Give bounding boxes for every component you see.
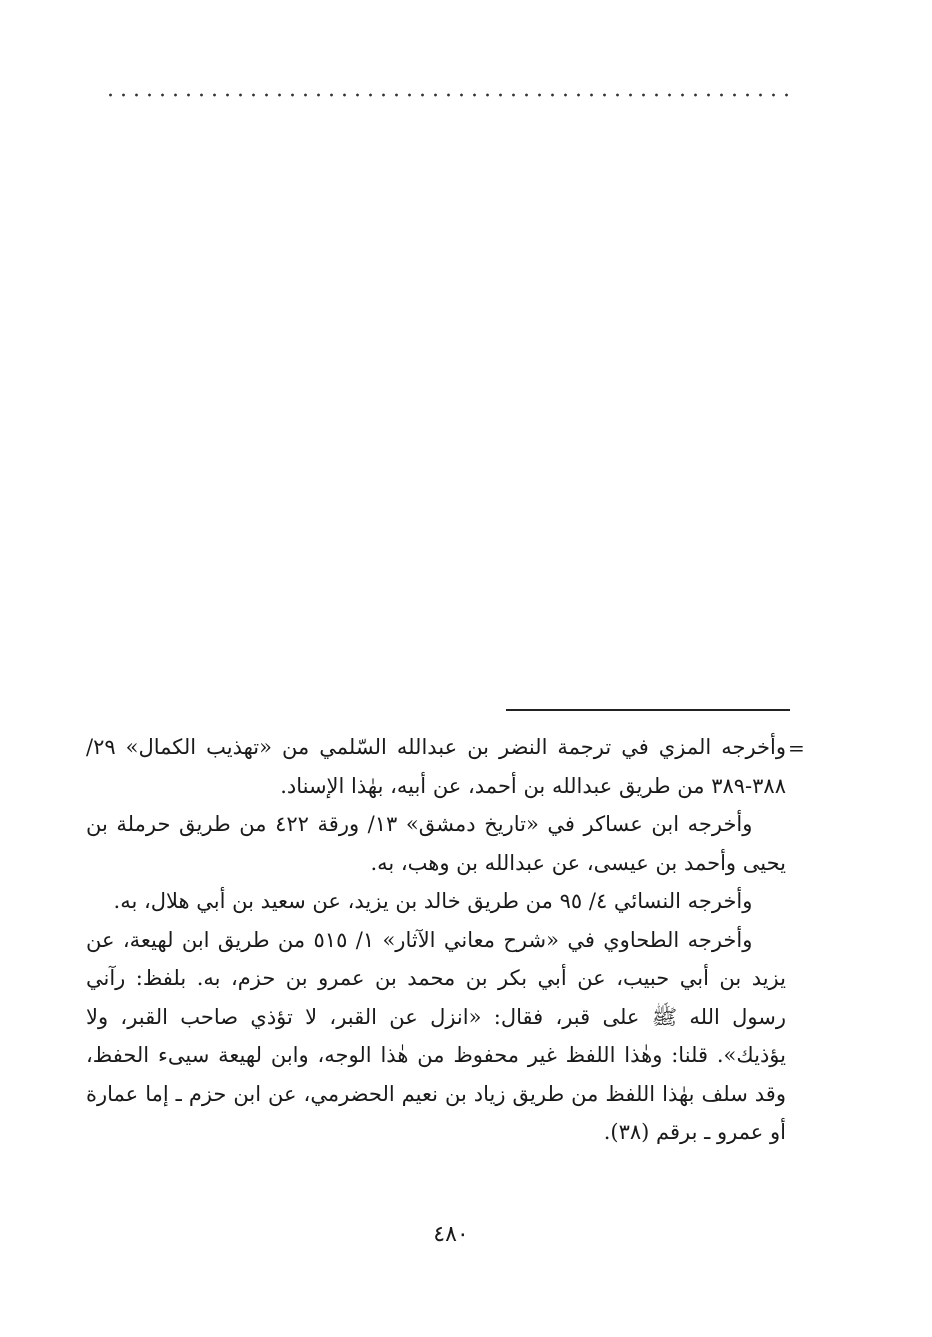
page-number: ٤٨٠: [433, 1222, 469, 1247]
footnote-paragraph: وأخرجه النسائي ٤/ ٩٥ من طريق خالد بن يزيد، عن سعيد بن أبي هلال، به.: [113, 889, 753, 913]
footnote-separator: [506, 709, 790, 711]
footnote-paragraph: وأخرجه المزي في ترجمة النضر بن عبدالله السّلمي من «تهذيب الكمال» ٢٩/ ٣٨٨-٣٨٩ من طريق عبدالله بن أحمد، عن أبيه، بهٰذا الإسناد.: [86, 735, 786, 798]
top-dotted-rule: [104, 91, 788, 99]
footnotes-block: [86, 728, 786, 1152]
continuation-marker: =: [788, 736, 805, 760]
footnote-paragraph: وأخرجه الطحاوي في «شرح معاني الآثار» ١/ ٥١٥ من طريق ابن لهيعة، عن يزيد بن أبي حبيب، عن أبي بكر بن محمد بن عمرو بن حزم، به. بلفظ: رآني رسول الله ﷺ على قبر، فقال: «انزل عن القبر، لا تؤذي صاحب القبر، ولا يؤذيك». قلنا: وهٰذا اللفظ غير محفوظ من هٰذا الوجه، وابن لهيعة سيىء الحفظ، وقد سلف بهٰذا اللفظ من طريق زياد بن نعيم الحضرمي، عن ابن حزم ـ إما عمارة أو عمرو ـ برقم (٣٨).: [86, 927, 786, 1144]
footnote-paragraph: وأخرجه ابن عساكر في «تاريخ دمشق» ١٣/ ورقة ٤٢٢ من طريق حرملة بن يحيى وأحمد بن عيسى، عن عبدالله بن وهب، به.: [86, 812, 786, 875]
